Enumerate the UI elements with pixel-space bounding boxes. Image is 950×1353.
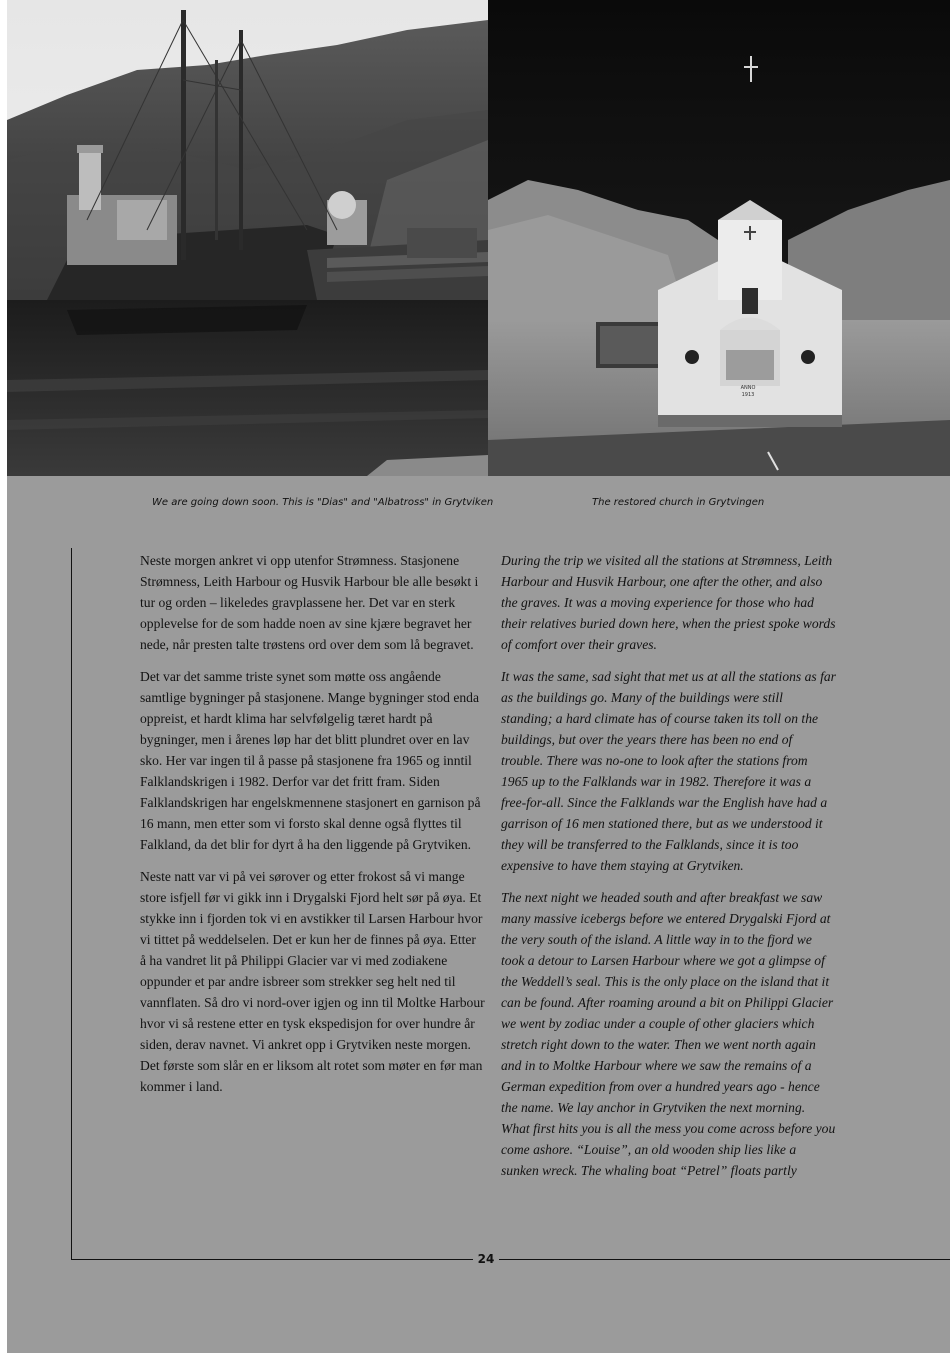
paragraph: Neste morgen ankret vi opp utenfor Strømness. Stasjonene Strømness, Leith Harbour og Husvik Harbour ble alle besøkt i tur og orden – likeledes gravplassene her. Det var en sterk opplevelse for de som hadde noen av sine kjære begravet her nede, når presten talte trøstens ord over dem som lå begravet. — [140, 553, 479, 652]
footer-rule-right — [499, 1259, 950, 1260]
church-sign-line-1: ANNO — [740, 385, 756, 391]
page-number: 24 — [473, 1248, 499, 1270]
norwegian-text-column — [140, 550, 485, 1108]
church-sign — [733, 385, 763, 399]
paragraph: The next night we headed south and after breakfast we saw many massive icebergs before we entered Drygalski Fjord at the very south of the island. A little way in to the fjord we took a detour to Larsen Harbour where we got a glimpse of the Weddell’s seal. This is the only place on the island that it can be found. After roaming around a bit on Philippi Glacier we went by zodiac under a couple of other glaciers which stretch right down to the water. Then we went north again and in to Moltke Harbour where we saw the remains of a German expedition from over a hundred years ago - hence the name. We lay anchor in Grytviken the next morning. What first hits you is all the mess you come across before you come ashore. “Louise”, an old wooden ship lies like a sunken wreck. The whaling boat “Petrel” floats partly — [501, 890, 836, 1178]
english-text-column — [501, 550, 836, 1192]
church-photo — [488, 0, 950, 476]
whaling-ships-photo — [7, 0, 488, 476]
paragraph: During the trip we visited all the stations at Strømness, Leith Harbour and Husvik Harbour, one after the other, and also the graves. It was a moving experience for those who had their relatives buried down here, when the priest spoke words of comfort over their graves. — [501, 553, 836, 652]
page-edge — [0, 0, 7, 1353]
footer-rule-left — [71, 1259, 473, 1260]
paragraph: Neste natt var vi på vei sørover og etter frokost så vi mange store isfjell før vi gikk inn i Drygalski Fjord helt sør på øya. Et stykke inn i fjorden tok vi en avstikker til Larsen Harbour hvor vi tittet på weddelselen. Det er kun her de finnes på øya. Etter å ha vandret lit på Philippi Glacier var vi med zodiakene oppunder et par andre isbreer som strekker seg helt ned til vannflaten. Så dro vi nord-over igjen og inn til Moltke Harbour hvor vi så restene etter en tysk ekspedisjon for over hundre år siden, derav navnet. Vi ankret opp i Grytviken neste morgen. Det første som slår en er liksom alt rotet som møter en før man kommer i land. — [140, 869, 485, 1094]
paragraph: It was the same, sad sight that met us at all the stations as far as the buildings go. Many of the buildings were still standing; a hard climate has of course taken its toll on the buildings, but over the years there has been no end of trouble. There was no-one to look after the stations from 1965 up to the Falklands war in 1982. Therefore it was a free-for-all. Since the Falklands war the English have had a garrison of 16 men stationed there, but as we understood it they will be transferred to the Falklands, since it is too expensive to have them staying at Grytviken. — [501, 669, 836, 873]
church-sign-line-2: 1913 — [741, 392, 755, 398]
paragraph: Det var det samme triste synet som møtte oss angående samtlige bygninger på stasjonene. Mange bygninger stod enda oppreist, et hardt klima har selvfølgelig tæret hardt på bygninger, men i årenes løp har det blitt plundret over en lav sko. Her var ingen til å passe på stasjonene fra 1965 og inntil Falklandskrigen i 1982. Derfor var det fritt fram. Siden Falklandskrigen har engelskmennene stasjonert en garnison på 16 mann, men etter som vi forsto skal denne også flyttes til Falkland, da det blir for dyrt å ha den liggende på Grytviken. — [140, 669, 481, 852]
left-border-line — [71, 548, 72, 1260]
caption-whaling-ships: We are going down soon. This is "Dias" and "Albatross" in Grytviken — [152, 497, 494, 508]
caption-church: The restored church in Grytvingen — [592, 497, 765, 508]
